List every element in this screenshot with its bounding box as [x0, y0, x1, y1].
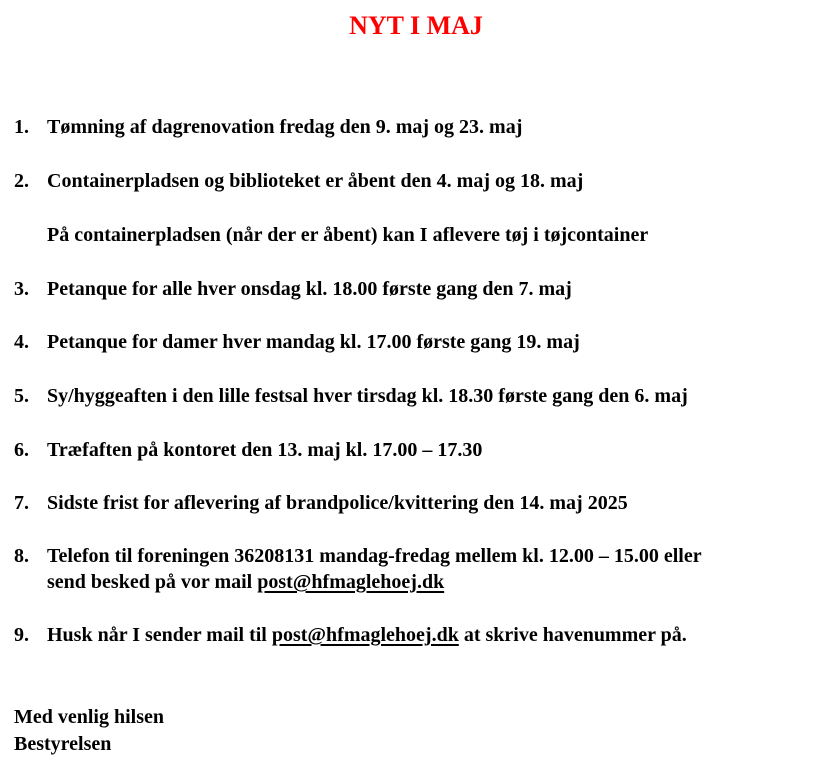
- item-number: 8.: [14, 545, 29, 567]
- item-text: Telefon til foreningen 36208131 mandag-fredag mellem kl. 12.00 – 15.00 eller: [47, 545, 702, 567]
- item-text-prefix: send besked på vor mail: [47, 571, 258, 593]
- item-text-suffix: at skrive havenummer på.: [458, 624, 687, 646]
- item-number: 9.: [14, 624, 29, 646]
- item-text: Petanque for damer hver mandag kl. 17.00 første gang 19. maj: [47, 331, 580, 353]
- item-text: Sy/hyggeaften i den lille festsal hver tirsdag kl. 18.30 første gang den 6. maj: [47, 385, 688, 407]
- item-number: 2.: [14, 170, 29, 192]
- item-text-line2: [47, 569, 444, 595]
- item-number: 1.: [14, 116, 29, 138]
- item-text: Sidste frist for aflevering af brandpolice/kvittering den 14. maj 2025: [47, 492, 628, 514]
- signature-greeting: Med venlig hilsen: [14, 706, 165, 728]
- item-text: Containerpladsen og biblioteket er åbent den 4. maj og 18. maj: [47, 170, 584, 192]
- item-text: På containerpladsen (når der er åbent) kan I aflevere tøj i tøjcontainer: [47, 224, 649, 246]
- email-link[interactable]: post@hfmaglehoej.dk: [257, 571, 445, 593]
- item-text: Træfaften på kontoret den 13. maj kl. 17.00 – 17.30: [47, 439, 483, 461]
- item-text: Petanque for alle hver onsdag kl. 18.00 første gang den 7. maj: [47, 278, 572, 300]
- item-text: [47, 622, 687, 648]
- page-title: NYT I MAJ: [349, 11, 483, 40]
- item-text: Tømning af dagrenovation fredag den 9. maj og 23. maj: [47, 116, 523, 138]
- item-number: 5.: [14, 385, 29, 407]
- item-text-prefix: Husk når I sender mail til: [47, 624, 272, 646]
- item-number: 3.: [14, 278, 29, 300]
- item-number: 4.: [14, 331, 29, 353]
- item-number: 6.: [14, 439, 29, 461]
- list-item: [14, 543, 824, 595]
- email-link[interactable]: post@hfmaglehoej.dk: [271, 624, 459, 646]
- signature-sender: Bestyrelsen: [14, 733, 112, 755]
- item-number: 7.: [14, 492, 29, 514]
